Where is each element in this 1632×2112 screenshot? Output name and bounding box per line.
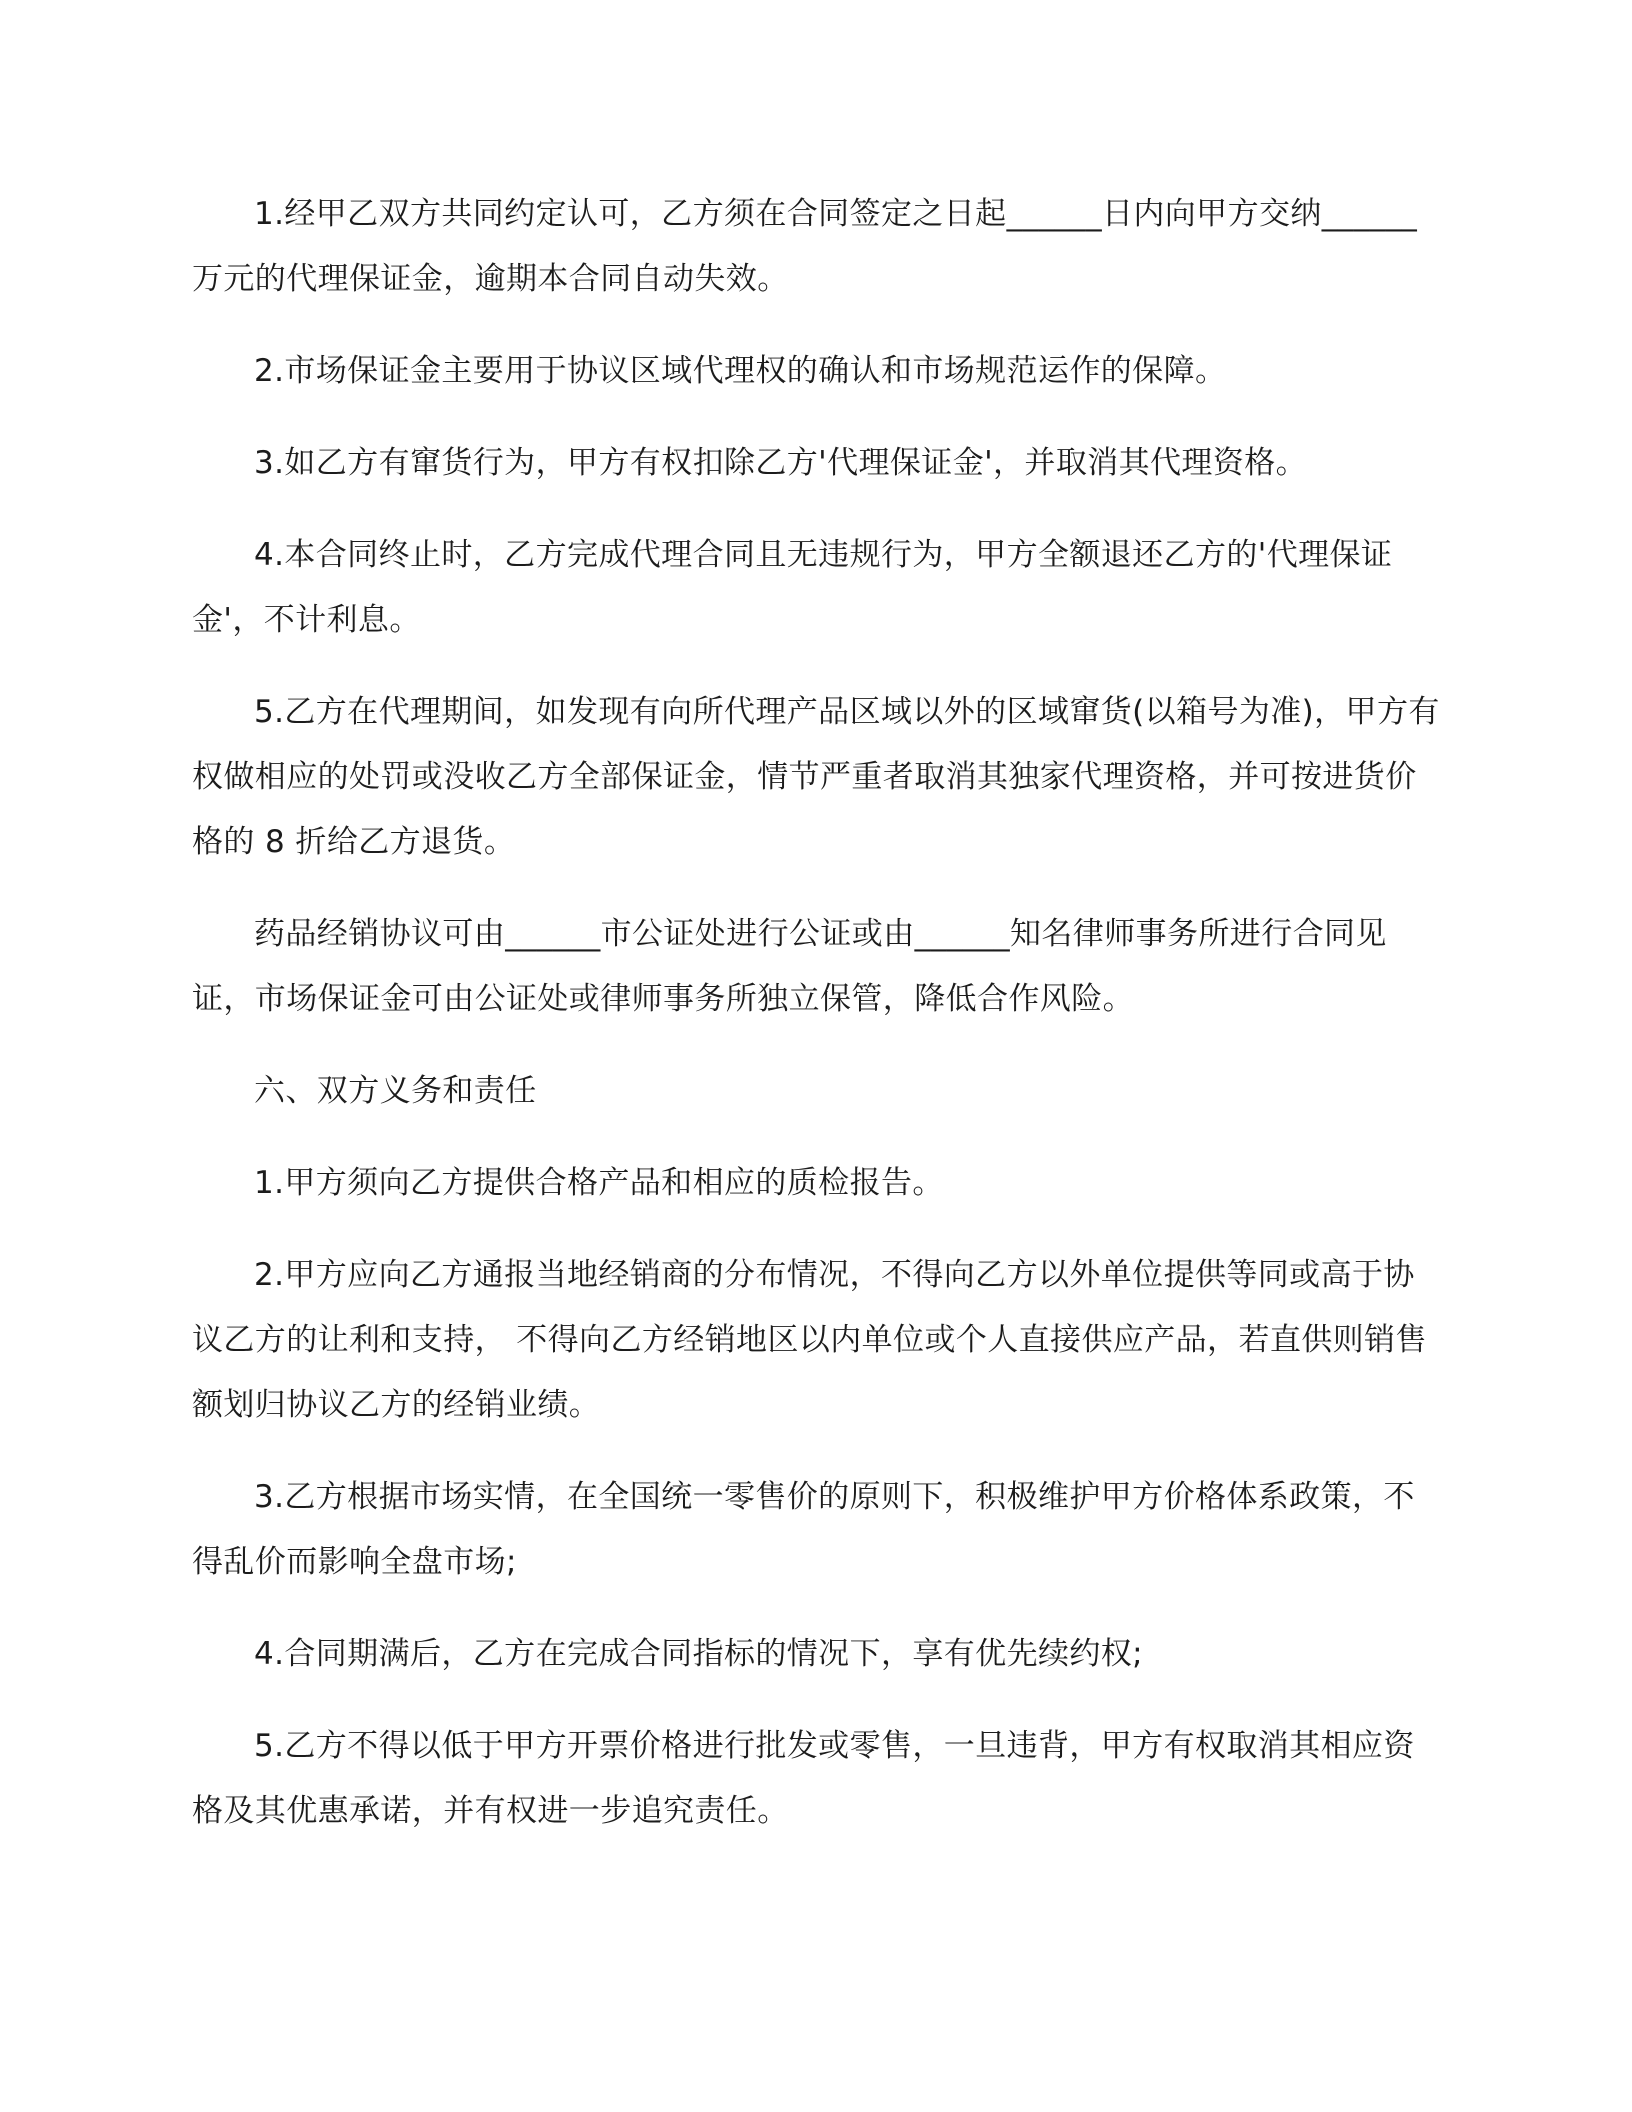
paragraph-cross-selling-penalty: 3.如乙方有窜货行为，甲方有权扣除乙方'代理保证金'，并取消其代理资格。: [254, 445, 1308, 481]
paragraph-deposit-payment: 1.经甲乙双方共同约定认可，乙方须在合同签定之日起______日内向甲方交纳______万元的代理保证金，逾期本合同自动失效。: [192, 196, 1418, 297]
paragraph-deposit-refund: 4.本合同终止时，乙方完成代理合同且无违规行为，甲方全额退还乙方的'代理保证金'，不计利息。: [192, 537, 1393, 638]
paragraph-deposit-purpose: 2.市场保证金主要用于协议区域代理权的确认和市场规范运作的保障。: [254, 353, 1227, 389]
paragraph-obligation-2: 2.甲方应向乙方通报当地经销商的分布情况，不得向乙方以外单位提供等同或高于协议乙方的让利和支持， 不得向乙方经销地区以内单位或个人直接供应产品，若直供则销售额划归协议乙方的经销业绩。: [192, 1257, 1427, 1423]
paragraph-obligation-5: 5.乙方不得以低于甲方开票价格进行批发或零售，一旦违背，甲方有权取消其相应资格及其优惠承诺，并有权进一步追究责任。: [192, 1728, 1415, 1829]
paragraph-obligation-1: 1.甲方须向乙方提供合格产品和相应的质检报告。: [254, 1165, 944, 1201]
document-body: [192, 182, 1442, 1871]
paragraph-obligation-3: 3.乙方根据市场实情，在全国统一零售价的原则下，积极维护甲方价格体系政策，不得乱价而影响全盘市场;: [192, 1479, 1415, 1580]
paragraph-notarization: 药品经销协议可由______市公证处进行公证或由______知名律师事务所进行合同见证，市场保证金可由公证处或律师事务所独立保管，降低合作风险。: [192, 916, 1387, 1017]
paragraph-obligation-4: 4.合同期满后，乙方在完成合同指标的情况下，享有优先续约权;: [254, 1636, 1144, 1672]
section-heading-obligations: 六、双方义务和责任: [254, 1073, 537, 1109]
paragraph-region-violation: 5.乙方在代理期间，如发现有向所代理产品区域以外的区域窜货(以箱号为准)，甲方有权做相应的处罚或没收乙方全部保证金，情节严重者取消其独家代理资格，并可按进货价格的 8 折给乙方退货。: [192, 694, 1440, 860]
